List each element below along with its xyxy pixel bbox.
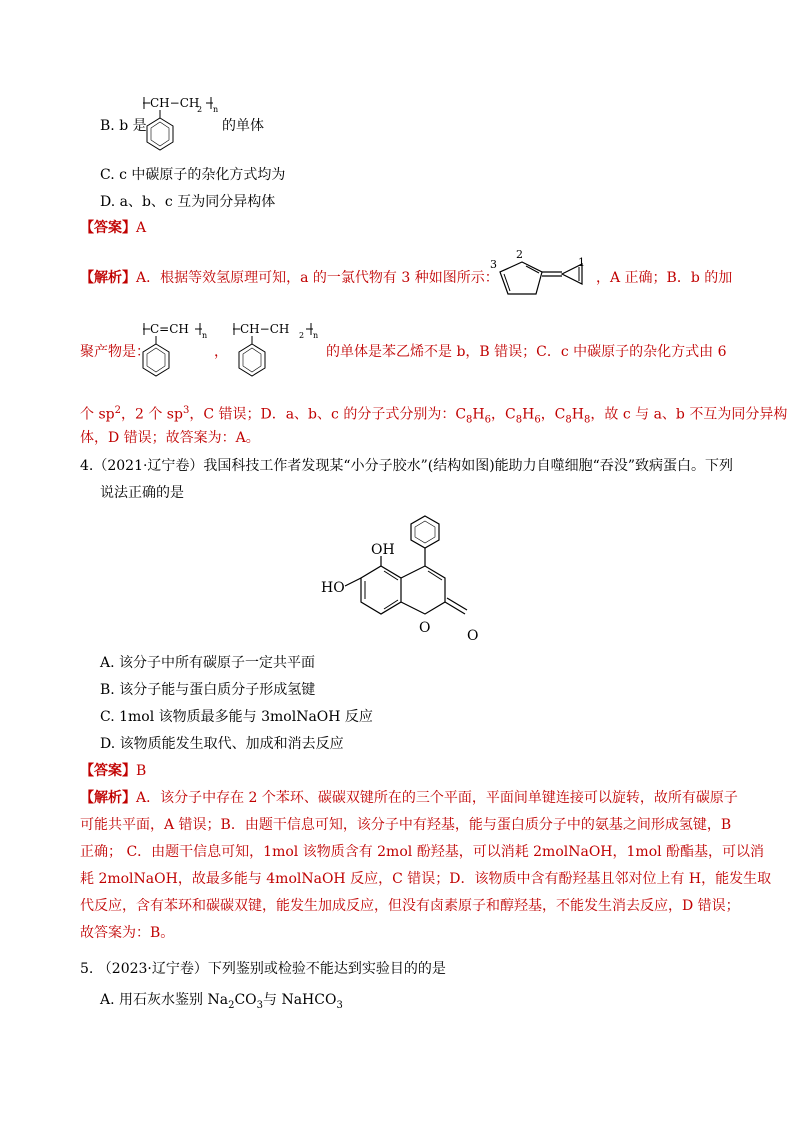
- q5-stem: 5. （2023·辽宁卷）下列鉴别或检验不能达到实验目的的是: [80, 961, 446, 977]
- q4-stem-line1: 4.（2021·辽宁卷）我国科技工作者发现某“小分子胶水”(结构如图)能助力自噬细胞“吞没”致病蛋白。下列: [80, 458, 733, 474]
- svg-text:2: 2: [299, 331, 305, 340]
- svg-text:CH−CH: CH−CH: [240, 322, 290, 336]
- analysis-1-line2a: 聚产物是：: [80, 344, 150, 360]
- option-b: B. b 是: [100, 118, 147, 134]
- analysis-1-line1b: ，A 正确；B．b 的加: [596, 270, 733, 286]
- polystyrene-structure-1: [140, 90, 220, 160]
- svg-text:C=CH: C=CH: [150, 322, 189, 336]
- option-c: C. c 中碳原子的杂化方式均为: [100, 167, 286, 183]
- option-b-suffix: 的单体: [222, 118, 264, 134]
- q4-option-a: A. 该分子中所有碳原子一定共平面: [100, 655, 316, 671]
- analysis-2-line4: 耗 2molNaOH，故最多能与 4molNaOH 反应，C 错误；D．该物质中含有酚羟基且邻对位上有 H，能发生取: [80, 871, 772, 887]
- analysis-2-line2: 可能共平面，A 错误；B．由题干信息可知，该分子中有羟基，能与蛋白质分子中的氨基之间形成氢键，B: [80, 817, 732, 833]
- polystyrene-structure-2: [230, 316, 325, 386]
- svg-text:O: O: [419, 620, 431, 636]
- small-molecule-glue-structure: [315, 508, 485, 648]
- svg-text:3: 3: [490, 258, 497, 271]
- analysis-2-line6: 故答案为：B。: [80, 925, 175, 941]
- svg-text:HO: HO: [321, 580, 345, 596]
- analysis-1-line4: 体，D 错误；故答案为：A。: [80, 430, 260, 446]
- answer-1: 【答案】A: [80, 220, 147, 236]
- svg-text:O: O: [467, 628, 479, 644]
- svg-text:n: n: [213, 105, 219, 114]
- svg-text:n: n: [202, 331, 208, 340]
- option-d: D. a、b、c 互为同分异构体: [100, 194, 276, 210]
- answer-2: 【答案】B: [80, 763, 147, 779]
- svg-text:OH: OH: [371, 542, 395, 558]
- q4-stem-line2: 说法正确的是: [100, 485, 184, 501]
- q4-option-c: C. 1mol 该物质最多能与 3molNaOH 反应: [100, 709, 373, 725]
- analysis-2-line5: 代反应，含有苯环和碳碳双键，能发生加成反应，但没有卤素原子和醇羟基，不能发生消去反应，D 错误；: [80, 898, 740, 914]
- analysis-1-line2b: 的单体是苯乙烯不是 b，B 错误；C．c 中碳原子的杂化方式由 6: [326, 344, 727, 360]
- q4-option-d: D. 该物质能发生取代、加成和消去反应: [100, 736, 344, 752]
- analysis-2-line3: 正确； C．由题干信息可知，1mol 该物质含有 2mol 酚羟基，可以消耗 2molNaOH，1mol 酚酯基，可以消: [80, 844, 765, 860]
- svg-text:1: 1: [578, 256, 585, 269]
- svg-text:n: n: [313, 331, 319, 340]
- q5-option-a: A. 用石灰水鉴别 $Na_2CO_3$与 NaHCO$_3$: [100, 992, 343, 1011]
- analysis-1-line3: 个 $sp^2$，2 个 $sp^3$，C 错误；D．a、b、c 的分子式分别为：$C_8H_6$，$C_8H_6$，$C_8H_8$，故 c 与 a、b 不互为同分异构: [80, 405, 788, 426]
- analysis-1-line1: 【解析】A．根据等效氢原理可知，a 的一氯代物有 3 种如图所示：: [80, 270, 499, 286]
- svg-text:2: 2: [516, 248, 523, 261]
- svg-text:2: 2: [197, 105, 203, 114]
- polymer-product-structure: [140, 316, 220, 386]
- poly-label: CH−CH: [150, 96, 200, 110]
- analysis-2-line1: 【解析】A．该分子中存在 2 个苯环、碳碳双键所在的三个平面，平面间单键连接可以旋转，故所有碳原子: [80, 790, 738, 806]
- q4-option-b: B. 该分子能与蛋白质分子形成氢键: [100, 682, 316, 698]
- compound-a-structure: [486, 244, 596, 304]
